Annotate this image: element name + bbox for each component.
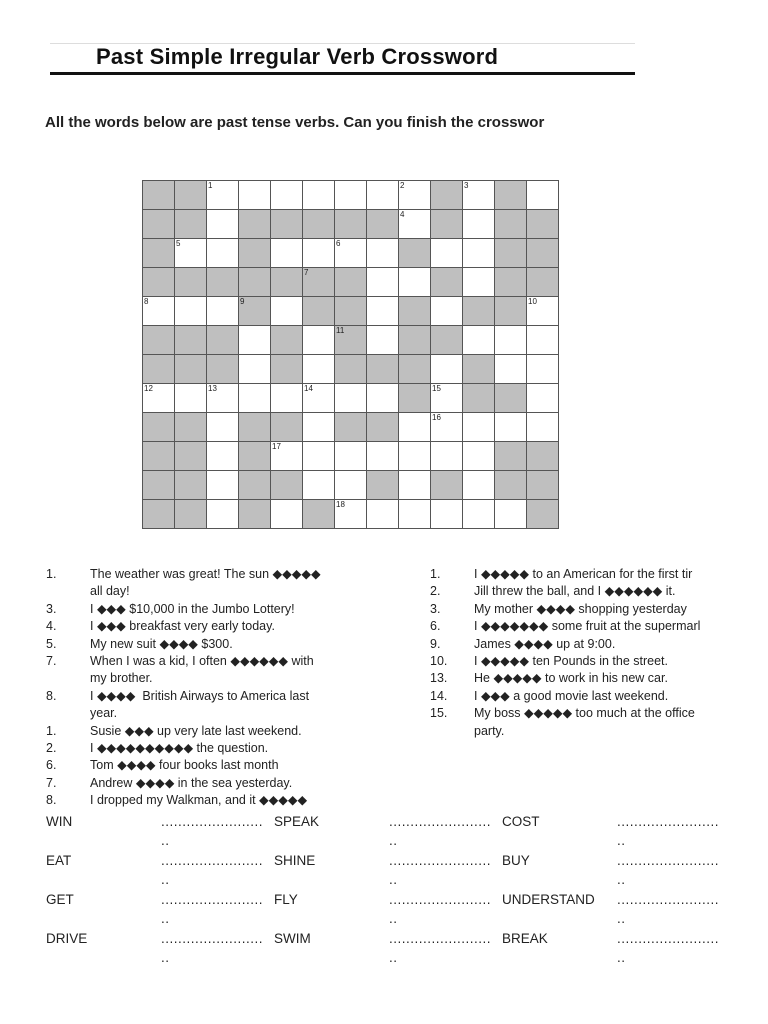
grid-cell[interactable] xyxy=(463,442,495,471)
grid-cell[interactable] xyxy=(207,471,239,500)
verb-cell xyxy=(46,890,274,929)
answer-blank[interactable]: ........................ .. xyxy=(617,814,720,848)
grid-cell-blocked xyxy=(239,500,271,529)
grid-cell[interactable] xyxy=(207,181,239,210)
clue-item-number: 5. xyxy=(46,636,57,651)
verb-label: SHINE xyxy=(274,853,316,868)
clue-item xyxy=(430,705,727,740)
grid-cell-blocked xyxy=(143,500,175,529)
grid-cell[interactable] xyxy=(367,384,399,413)
grid-cell-blocked xyxy=(175,471,207,500)
clue-number: 16 xyxy=(432,413,441,422)
grid-cell[interactable] xyxy=(527,413,559,442)
grid-cell-blocked xyxy=(495,442,527,471)
clue-item-number: 2. xyxy=(46,741,57,756)
clue-item-number: 10. xyxy=(430,654,448,669)
page-title: Past Simple Irregular Verb Crossword xyxy=(96,44,499,69)
grid-cell-blocked xyxy=(335,268,367,297)
clue-item-number: 3. xyxy=(430,601,441,616)
grid-cell-blocked xyxy=(239,239,271,268)
grid-cell[interactable] xyxy=(431,442,463,471)
grid-cell-blocked xyxy=(367,471,399,500)
clue-item-number: 14. xyxy=(430,688,448,703)
clue-number: 14 xyxy=(304,384,313,393)
clue-item-text: Tom ◆◆◆◆ four books last month xyxy=(90,758,279,773)
answer-blank[interactable]: ........................ .. xyxy=(389,814,492,848)
clue-list-right xyxy=(430,566,727,746)
verb-row xyxy=(46,812,736,851)
grid-cell-blocked xyxy=(431,210,463,239)
grid-cell[interactable] xyxy=(335,384,367,413)
grid-cell-blocked xyxy=(399,297,431,326)
clue-item-text: The weather was great! The sun ◆◆◆◆◆ all day! xyxy=(90,567,321,599)
grid-cell[interactable] xyxy=(303,471,335,500)
grid-cell-blocked xyxy=(495,268,527,297)
grid-cell[interactable] xyxy=(303,181,335,210)
grid-cell[interactable] xyxy=(335,500,367,529)
clue-item-number: 2. xyxy=(430,584,441,599)
grid-cell[interactable] xyxy=(367,500,399,529)
grid-cell-blocked xyxy=(303,297,335,326)
verb-label: SWIM xyxy=(274,931,311,946)
clue-item-number: 4. xyxy=(46,619,57,634)
clue-item xyxy=(46,653,376,688)
grid-cell[interactable] xyxy=(239,326,271,355)
verb-table xyxy=(46,812,736,968)
clue-item xyxy=(46,688,376,723)
grid-cell-blocked xyxy=(143,355,175,384)
grid-cell[interactable] xyxy=(175,297,207,326)
verb-label: GET xyxy=(46,892,74,907)
grid-cell[interactable] xyxy=(303,442,335,471)
grid-cell[interactable] xyxy=(271,297,303,326)
grid-cell[interactable] xyxy=(431,413,463,442)
grid-cell[interactable] xyxy=(463,471,495,500)
clue-item-number: 9. xyxy=(430,636,441,651)
grid-cell[interactable] xyxy=(303,239,335,268)
verb-label: BUY xyxy=(502,853,530,868)
clue-item-number: 7. xyxy=(46,654,57,669)
grid-cell-blocked xyxy=(335,297,367,326)
grid-cell[interactable] xyxy=(495,326,527,355)
clue-item-number: 6. xyxy=(430,619,441,634)
verb-cell xyxy=(46,929,274,968)
clue-item xyxy=(430,653,727,670)
grid-cell[interactable] xyxy=(399,500,431,529)
grid-cell[interactable] xyxy=(271,442,303,471)
grid-cell[interactable] xyxy=(303,326,335,355)
verb-row xyxy=(46,851,736,890)
clue-number: 18 xyxy=(336,500,345,509)
grid-cell-blocked xyxy=(271,268,303,297)
grid-cell[interactable] xyxy=(399,210,431,239)
grid-cell[interactable] xyxy=(463,326,495,355)
grid-cell[interactable] xyxy=(431,355,463,384)
grid-cell-blocked xyxy=(431,268,463,297)
verb-cell xyxy=(274,929,502,968)
grid-cell-blocked xyxy=(143,239,175,268)
clue-item xyxy=(46,723,376,740)
grid-cell-blocked xyxy=(527,500,559,529)
grid-cell[interactable] xyxy=(335,181,367,210)
clue-number: 2 xyxy=(400,181,405,190)
clue-item xyxy=(46,792,376,809)
grid-cell-blocked xyxy=(431,471,463,500)
grid-cell-blocked xyxy=(431,326,463,355)
grid-cell-blocked xyxy=(463,297,495,326)
clue-item-text: I ◆◆◆◆ British Airways to America last year. xyxy=(90,688,310,721)
grid-cell-blocked xyxy=(495,181,527,210)
grid-cell-blocked xyxy=(527,239,559,268)
clue-item-text: When I was a kid, I often ◆◆◆◆◆◆ with my brother. xyxy=(90,654,314,686)
verb-cell xyxy=(46,812,274,851)
clue-item-text: Susie ◆◆◆ up very late last weekend. xyxy=(90,723,302,738)
grid-cell[interactable] xyxy=(271,384,303,413)
grid-cell-blocked xyxy=(143,268,175,297)
verb-cell xyxy=(274,851,502,890)
clue-item-number: 15. xyxy=(430,706,448,721)
clue-item xyxy=(430,566,727,583)
grid-cell[interactable] xyxy=(207,500,239,529)
clue-item-text: Jill threw the ball, and I ◆◆◆◆◆◆ it. xyxy=(474,584,676,599)
grid-cell[interactable] xyxy=(399,442,431,471)
answer-blank[interactable]: ........................ .. xyxy=(389,892,492,926)
clue-item-number: 1. xyxy=(46,567,57,581)
grid-cell[interactable] xyxy=(271,500,303,529)
verb-label: SPEAK xyxy=(274,814,320,829)
answer-blank[interactable]: ........................ .. xyxy=(161,931,264,965)
verb-cell xyxy=(502,929,730,968)
verb-label: EAT xyxy=(46,853,72,868)
grid-cell[interactable] xyxy=(335,471,367,500)
grid-cell[interactable] xyxy=(175,239,207,268)
grid-cell-blocked xyxy=(239,442,271,471)
grid-cell-blocked xyxy=(527,442,559,471)
grid-cell[interactable] xyxy=(207,239,239,268)
answer-blank[interactable]: ........................ .. xyxy=(617,853,720,887)
clue-item xyxy=(46,618,376,635)
grid-cell-blocked xyxy=(175,355,207,384)
grid-cell-blocked xyxy=(335,355,367,384)
grid-cell[interactable] xyxy=(527,355,559,384)
grid-cell-blocked xyxy=(239,268,271,297)
grid-cell-blocked xyxy=(463,355,495,384)
grid-cell-blocked xyxy=(175,442,207,471)
clue-number: 13 xyxy=(208,384,217,393)
clue-item-number: 1. xyxy=(430,567,441,581)
grid-cell-blocked xyxy=(143,326,175,355)
clue-item-text: I ◆◆◆◆◆◆◆ some fruit at the supermarl xyxy=(474,619,701,634)
grid-cell[interactable] xyxy=(239,355,271,384)
grid-cell-blocked xyxy=(143,471,175,500)
instructions: All the words below are past tense verbs. Can you finish the crosswor xyxy=(45,114,545,131)
verb-label: FLY xyxy=(274,892,298,907)
grid-cell-blocked xyxy=(495,297,527,326)
verb-cell xyxy=(274,812,502,851)
verb-cell xyxy=(274,890,502,929)
clue-number: 6 xyxy=(336,239,341,248)
grid-cell-blocked xyxy=(527,268,559,297)
grid-cell-blocked xyxy=(303,268,335,297)
title-underline xyxy=(50,72,635,75)
grid-cell-blocked xyxy=(495,471,527,500)
grid-cell-blocked xyxy=(143,442,175,471)
clue-number: 11 xyxy=(336,326,345,335)
grid-cell-blocked xyxy=(239,210,271,239)
clue-item-text: I ◆◆◆ $10,000 in the Jumbo Lottery! xyxy=(90,601,295,616)
clue-item-number: 8. xyxy=(46,793,57,808)
grid-cell[interactable] xyxy=(367,442,399,471)
clue-item xyxy=(430,583,727,600)
verb-cell xyxy=(46,851,274,890)
grid-cell[interactable] xyxy=(463,239,495,268)
clue-item xyxy=(46,775,376,792)
grid-cell-blocked xyxy=(495,210,527,239)
clue-item-text: I ◆◆◆◆◆ to an American for the first tir xyxy=(474,567,693,581)
clue-number: 17 xyxy=(272,442,281,451)
grid-cell-blocked xyxy=(143,210,175,239)
grid-cell[interactable] xyxy=(207,384,239,413)
grid-cell-blocked xyxy=(175,326,207,355)
clue-item xyxy=(46,601,376,618)
grid-cell[interactable] xyxy=(527,384,559,413)
grid-cell-blocked xyxy=(335,413,367,442)
grid-cell[interactable] xyxy=(143,297,175,326)
clue-item-text: I ◆◆◆ a good movie last weekend. xyxy=(474,688,669,703)
clue-item-number: 1. xyxy=(46,723,57,738)
clue-item xyxy=(430,636,727,653)
grid-cell-blocked xyxy=(175,210,207,239)
grid-cell-blocked xyxy=(367,413,399,442)
verb-cell xyxy=(502,812,730,851)
grid-cell-blocked xyxy=(239,297,271,326)
clue-number: 1 xyxy=(208,181,213,190)
answer-blank[interactable]: ........................ .. xyxy=(389,931,492,965)
answer-blank[interactable]: ........................ .. xyxy=(617,892,720,926)
grid-cell[interactable] xyxy=(527,297,559,326)
grid-cell[interactable] xyxy=(527,326,559,355)
grid-cell[interactable] xyxy=(303,384,335,413)
grid-cell[interactable] xyxy=(463,181,495,210)
verb-label: UNDERSTAND xyxy=(502,892,595,907)
grid-cell-blocked xyxy=(143,413,175,442)
grid-cell[interactable] xyxy=(207,442,239,471)
clue-number: 15 xyxy=(432,384,441,393)
grid-cell-blocked xyxy=(207,355,239,384)
verb-label: DRIVE xyxy=(46,931,88,946)
grid-cell[interactable] xyxy=(463,268,495,297)
clue-item-text: My new suit ◆◆◆◆ $300. xyxy=(90,636,233,651)
clue-number: 5 xyxy=(176,239,181,248)
clue-item xyxy=(430,601,727,618)
clue-item-text: I dropped my Walkman, and it ◆◆◆◆◆ xyxy=(90,793,308,808)
grid-cell[interactable] xyxy=(463,210,495,239)
answer-blank[interactable]: ........................ .. xyxy=(161,892,264,926)
grid-cell[interactable] xyxy=(335,442,367,471)
verb-cell xyxy=(502,890,730,929)
grid-cell[interactable] xyxy=(527,181,559,210)
grid-cell[interactable] xyxy=(367,297,399,326)
clue-item xyxy=(46,757,376,774)
grid-cell-blocked xyxy=(303,500,335,529)
grid-cell-blocked xyxy=(239,413,271,442)
grid-cell[interactable] xyxy=(431,297,463,326)
grid-cell[interactable] xyxy=(367,181,399,210)
verb-label: WIN xyxy=(46,814,73,829)
grid-cell-blocked xyxy=(367,355,399,384)
grid-cell[interactable] xyxy=(495,500,527,529)
grid-cell[interactable] xyxy=(399,413,431,442)
clue-number: 9 xyxy=(240,297,245,306)
clue-item xyxy=(46,740,376,757)
grid-cell[interactable] xyxy=(431,239,463,268)
grid-cell-blocked xyxy=(495,239,527,268)
clue-list-left xyxy=(46,566,376,808)
grid-cell[interactable] xyxy=(207,210,239,239)
grid-cell[interactable] xyxy=(335,239,367,268)
clue-item-text: My mother ◆◆◆◆ shopping yesterday xyxy=(474,601,687,616)
grid-cell-blocked xyxy=(271,210,303,239)
grid-cell-blocked xyxy=(463,384,495,413)
grid-cell-blocked xyxy=(303,210,335,239)
grid-cell[interactable] xyxy=(399,181,431,210)
crossword-grid xyxy=(142,180,559,529)
grid-cell-blocked xyxy=(175,268,207,297)
clue-item-number: 13. xyxy=(430,671,448,686)
grid-cell[interactable] xyxy=(367,239,399,268)
clue-number: 3 xyxy=(464,181,469,190)
grid-cell[interactable] xyxy=(239,181,271,210)
grid-cell[interactable] xyxy=(463,500,495,529)
grid-cell-blocked xyxy=(335,326,367,355)
grid-cell[interactable] xyxy=(367,268,399,297)
clue-item xyxy=(46,566,376,601)
grid-cell[interactable] xyxy=(367,326,399,355)
clue-item-text: He ◆◆◆◆◆ to work in his new car. xyxy=(474,671,668,686)
clue-item-text: I ◆◆◆◆◆◆◆◆◆◆ the question. xyxy=(90,741,269,756)
verb-label: COST xyxy=(502,814,540,829)
clue-item xyxy=(430,670,727,687)
grid-cell-blocked xyxy=(431,181,463,210)
clue-number: 7 xyxy=(304,268,309,277)
grid-cell[interactable] xyxy=(495,413,527,442)
grid-cell[interactable] xyxy=(399,268,431,297)
grid-cell[interactable] xyxy=(207,413,239,442)
grid-cell[interactable] xyxy=(431,500,463,529)
grid-cell-blocked xyxy=(367,210,399,239)
grid-cell-blocked xyxy=(399,384,431,413)
grid-cell-blocked xyxy=(239,471,271,500)
answer-blank[interactable]: ........................ .. xyxy=(389,853,492,887)
grid-cell-blocked xyxy=(527,471,559,500)
grid-cell-blocked xyxy=(143,181,175,210)
clue-number: 8 xyxy=(144,297,149,306)
verb-cell xyxy=(502,851,730,890)
grid-cell[interactable] xyxy=(303,355,335,384)
clue-item xyxy=(46,636,376,653)
grid-cell-blocked xyxy=(175,181,207,210)
grid-cell[interactable] xyxy=(303,413,335,442)
grid-cell-blocked xyxy=(495,384,527,413)
grid-cell-blocked xyxy=(271,413,303,442)
grid-cell-blocked xyxy=(399,239,431,268)
clue-item-number: 6. xyxy=(46,758,57,773)
grid-cell-blocked xyxy=(207,268,239,297)
verb-row xyxy=(46,929,736,968)
grid-cell-blocked xyxy=(175,413,207,442)
answer-blank[interactable]: ........................ .. xyxy=(161,814,264,848)
clue-item-text: I ◆◆◆ breakfast very early today. xyxy=(90,619,275,634)
grid-cell-blocked xyxy=(335,210,367,239)
grid-cell[interactable] xyxy=(239,384,271,413)
grid-cell[interactable] xyxy=(271,239,303,268)
grid-cell[interactable] xyxy=(175,384,207,413)
clue-item-number: 3. xyxy=(46,601,57,616)
verb-label: BREAK xyxy=(502,931,548,946)
grid-cell-blocked xyxy=(271,471,303,500)
grid-cell-blocked xyxy=(271,355,303,384)
answer-blank[interactable]: ........................ .. xyxy=(617,931,720,965)
clue-item-text: My boss ◆◆◆◆◆ too much at the office party. xyxy=(474,706,695,738)
clue-number: 10 xyxy=(528,297,537,306)
clue-item-text: Andrew ◆◆◆◆ in the sea yesterday. xyxy=(90,775,293,790)
grid-cell[interactable] xyxy=(431,384,463,413)
grid-cell[interactable] xyxy=(271,181,303,210)
verb-row xyxy=(46,890,736,929)
clue-number: 4 xyxy=(400,210,405,219)
grid-cell[interactable] xyxy=(495,355,527,384)
clue-number: 12 xyxy=(144,384,153,393)
grid-cell-blocked xyxy=(175,500,207,529)
grid-cell-blocked xyxy=(207,326,239,355)
grid-cell[interactable] xyxy=(463,413,495,442)
answer-blank[interactable]: ........................ .. xyxy=(161,853,264,887)
grid-cell-blocked xyxy=(399,326,431,355)
clue-item xyxy=(430,688,727,705)
grid-cell-blocked xyxy=(527,210,559,239)
clue-item-text: I ◆◆◆◆◆ ten Pounds in the street. xyxy=(474,654,668,669)
clue-item xyxy=(430,618,727,635)
clue-item-number: 7. xyxy=(46,775,57,790)
grid-cell[interactable] xyxy=(143,384,175,413)
grid-cell[interactable] xyxy=(207,297,239,326)
grid-cell-blocked xyxy=(271,326,303,355)
clue-item-text: James ◆◆◆◆ up at 9:00. xyxy=(474,636,616,651)
grid-cell-blocked xyxy=(399,355,431,384)
grid-cell[interactable] xyxy=(399,471,431,500)
clue-item-number: 8. xyxy=(46,688,57,703)
